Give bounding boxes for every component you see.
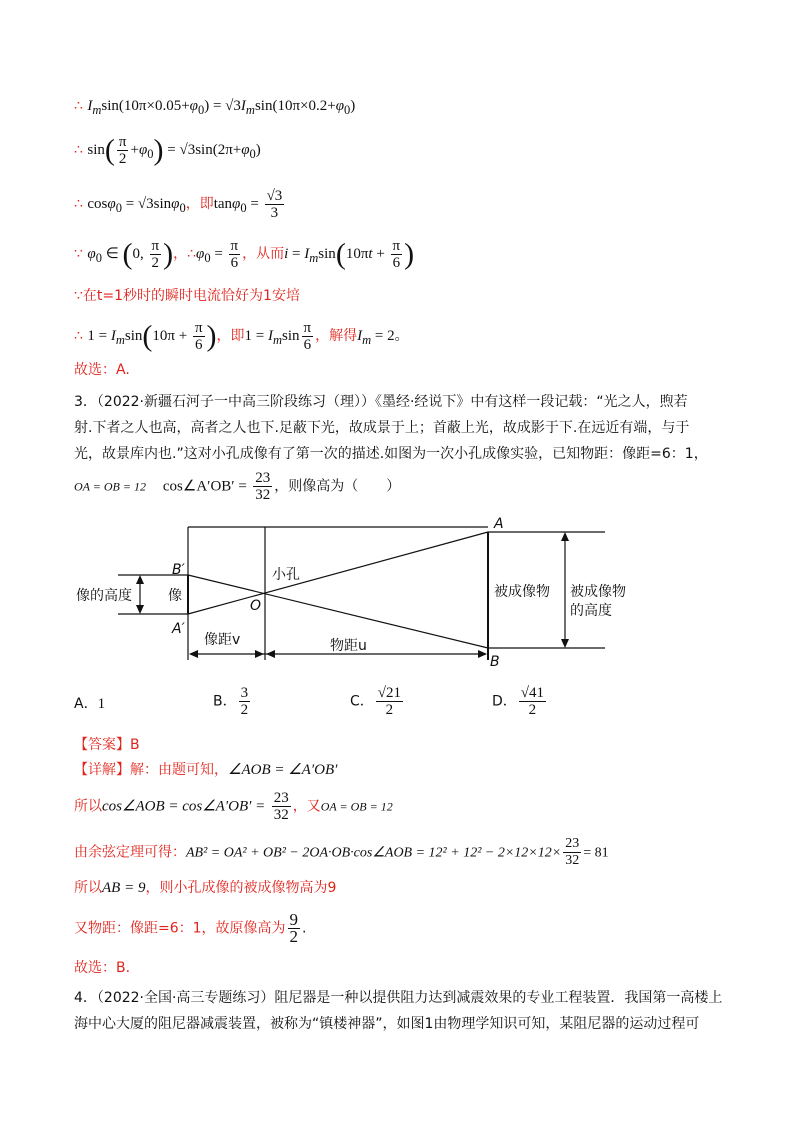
therefore-symbol: ∴ [74,98,83,114]
label-object-height-2: 的高度 [570,603,612,619]
label-B-prime: B′ [172,562,185,578]
label-object: 被成像物 [494,584,550,600]
q3-line-2: 射.下者之人也高，高者之人也下.足蔽下光，故成景于上；首蔽上光，故成影于下.在远近有端，与于 [74,420,690,436]
sol2-answer: 故选：A. [74,362,130,378]
label-A: A [494,516,504,532]
answer-label: 【答案】B [74,737,140,753]
label-image-distance: 像距v [204,632,241,648]
sol2-line-4: ∵ $\varphi_0$ ∈ (0, $\frac{\pi}{2}$ )，$\therefore\varphi_0$ = $\frac{\pi}{6}$ ，从而$i = I_m\sin(10\pi t$ + $\frac{\pi}{6}$ ) [74,237,415,271]
label-A-prime: A′ [172,621,185,637]
label-object-height-1: 被成像物 [570,584,626,600]
label-pinhole: 小孔 [272,567,300,583]
q3-conditions: OA = OB = 12 cos∠A′OB′ = $\frac{23}{32}$ ，则像高为（ ） [74,470,401,503]
option-a[interactable]: A．1 [74,696,106,712]
label-object-distance: 物距u [330,638,367,654]
q4-line-1: 4．（2022·全国·高三专题练习）阻尼器是一种以提供阻力达到减震效果的专业工程装置．我国第一高楼上 [74,990,723,1006]
option-d[interactable]: D． $\frac{√41}{2}$ [492,685,545,718]
label-B: B [490,654,500,670]
fraction: $\frac{23}{32}$ [255,470,271,503]
label-O: O [250,598,262,614]
label-image-height: 像的高度 [76,588,132,604]
sol2-line-2: ∴ sin( $\frac{\pi}{2}$ $+\varphi_0) = √3\sin(2\pi+\varphi_0)$ [74,133,261,167]
equation: sin( $\frac{\pi}{2}$ $+\varphi_0) = √3\sin(2\pi+\varphi_0)$ [87,133,261,167]
sol2-line-5: ∵在t=1秒时的瞬时电流恰好为1安培 [74,288,300,304]
a3-line-4: 所以AB = 9，则小孔成像的被成像物高为9 [74,880,337,896]
q3-line-3: 光，故景库内也.”这对小孔成像有了第一次的描述.如图为一次小孔成像实验，已知物距：像距=6：1， [74,446,708,462]
sol2-line-3: ∴ cosφ$_0$ = √3sinφ$_0$，即tanφ$_0$ = $\frac{√3}{3}$ [74,188,283,221]
q4-line-2: 海中心大厦的阻尼器减震装置，被称为“镇楼神器”，如图1由物理学知识可知，某阻尼器的运动过程可 [74,1016,700,1032]
a3-answer: 故选：B. [74,960,131,976]
equation: cosφ$_0$ = √3sinφ$_0$ [87,195,186,215]
q3-line-1: 3．（2022·新疆石河子一中高三阶段练习（理））《墨经·经说下》中有这样一段记载：“光之人，煦若 [74,394,688,410]
sol2-statement: 在t=1秒时的瞬时电流恰好为1安培 [82,288,300,304]
sol2-line-1 [74,96,355,120]
a3-line-5: 又物距：像距=6：1，故原像高为 $\frac{9}{2}$ . [74,910,307,946]
option-c[interactable]: C． $\frac{√21}{2}$ [350,685,402,718]
a3-line-3: 由余弦定理可得：AB² = OA² + OB² − 2OA·OB·cos∠AOB = 12² + 12² − 2×12×12× $\frac{23}{32}$ = 81 [74,836,609,868]
label-image: 像 [168,588,182,604]
a3-line-2: 所以cos∠AOB = cos∠A′OB′ = $\frac{23}{32}$ ，又OA = OB = 12 [74,790,393,823]
sol2-line-6: ∴ $1 = I_m\sin(10\pi$ + $\frac{\pi}{6}$ )，即$1 = I_m\sin$ $\frac{\pi}{6}$ ，解得$I_m = 2$。 [74,319,409,353]
option-b[interactable]: B． $\frac{3}{2}$ [213,685,249,718]
equation: $I_m\sin(10\pi\times 0.05+\varphi_0) = √3I_m\sin(10\pi\times 0.2+\varphi_0)$ [87,98,356,117]
a3-detail: 【详解】解：由题可知，∠AOB = ∠A′OB′ [74,762,338,778]
